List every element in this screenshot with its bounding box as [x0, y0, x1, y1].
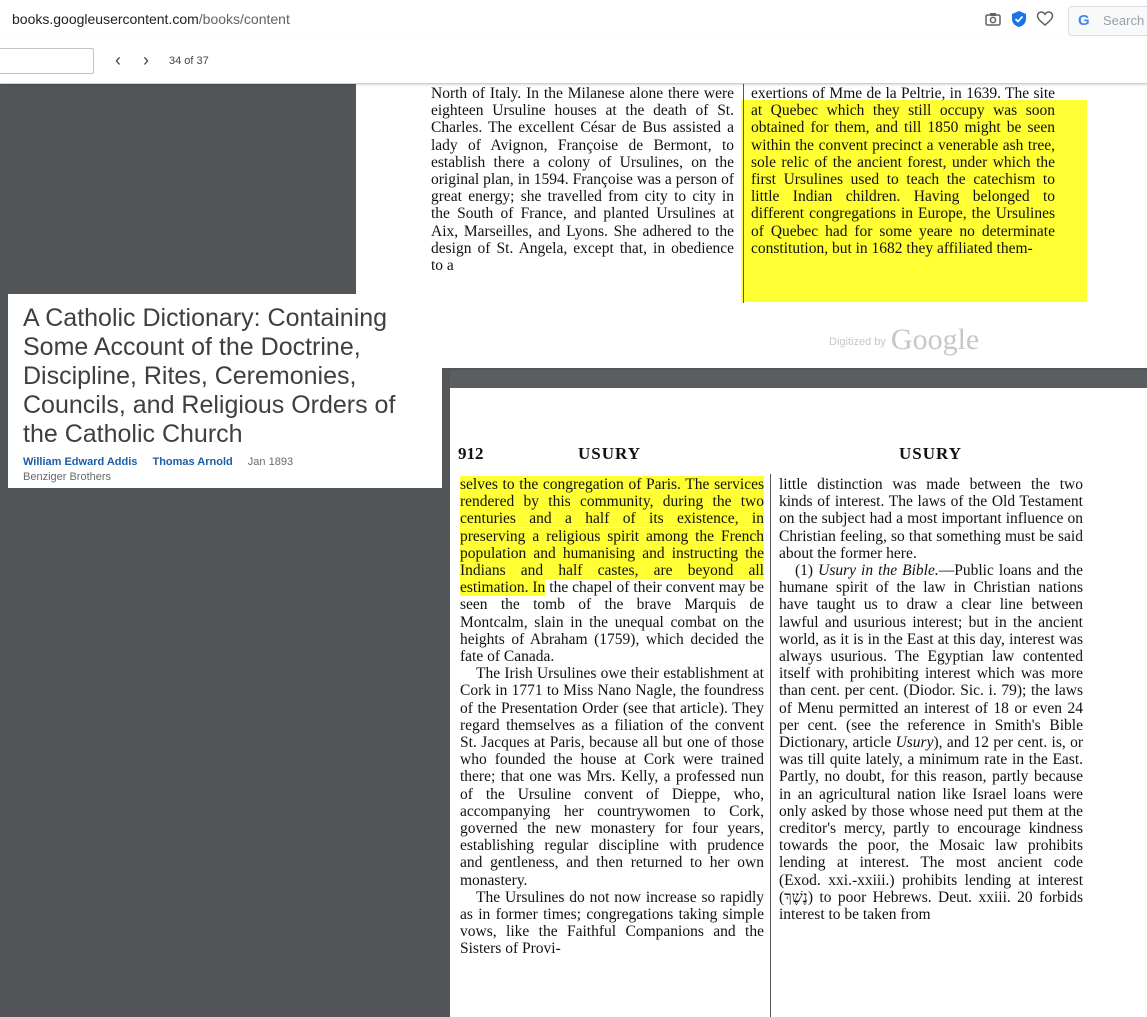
page2-left-paragraph-3: The Ursulines do not now increase so rapidly as in former times; congregations taking simple vows, like the Faithful Companions and the Sisters of Provi- [460, 888, 764, 958]
column-rule [743, 83, 744, 303]
book-title: A Catholic Dictionary: Containing Some Account of the Doctrine, Discipline, Rites, Ceremonies, Councils, and Religious Orders of the Catholic Church [23, 304, 396, 448]
heart-icon[interactable] [1036, 10, 1054, 28]
publication-date: Jan 1893 [247, 456, 294, 468]
page-input[interactable] [0, 48, 94, 74]
page2-left-highlighted: selves to the congregation of Paris. The services rendered by this community, during the two centuries and a half of its existence, in preserving a religious spirit among the French population and humanising and instructing the Indians and half castes, are beyond all estimation. In [460, 476, 764, 597]
search-box[interactable] [1068, 6, 1147, 36]
author-link[interactable]: Thomas Arnold [152, 456, 233, 468]
page1-right-column [751, 85, 1055, 257]
search-placeholder: Search [1103, 13, 1145, 28]
section-number: (1) [795, 562, 814, 580]
author-link[interactable]: William Edward Addis [23, 456, 138, 468]
page2-left-paragraph-2: The Irish Ursulines owe their establishment at Cork in 1771 to Miss Nano Nagle, the foundress of the Presentation Order (see that article). They regard themselves as a filiation of the convent St. Jacques at Paris, because all but one of those who founded the house at Cork were trained there; that one was Mrs. Kelly, a professed nun of the Ursuline convent of Dieppe, who, accompanying her countrywomen to Cork, governed the new monastery for four years, establishing regular discipline with prudence and gentleness, and then returned to her own monastery. [460, 665, 764, 889]
book-page-bottom [450, 388, 1147, 1017]
section-text-end: ), and 12 per cent. is, or was till quite lately, a minimum rate in the East. Partly, no doubt, for this reason, partly because in an agricultural nation like Israel loans were only asked by those whose need put them at the creditor's mercy, partly to encourage kindness towards the poor, the Mosaic law prohibits lending at interest. The most ancient code (Exod. xxi.-xxiii.) prohibits lending at interest (נֶשֶׁךְ) to poor Hebrews. Deut. xxiii. 20 forbids interest to be taken from [779, 734, 1084, 924]
digitized-by-google-watermark [829, 323, 979, 357]
page2-right-paragraph-2 [779, 562, 1083, 923]
prev-page-button[interactable]: ‹ [115, 50, 121, 70]
page1-right-top: exertions of Mme de la Peltrie, in 1639. [751, 85, 1001, 102]
address-bar[interactable] [12, 11, 290, 27]
page1-right-highlighted: The site at Quebec which they still occupy was soon obtained for them, and till 1850 might be seen within the convent precinct a venerable ash tree, sole relic of the ancient forest, under which the first Ursulines used to teach the catechism to little Indian children. Having belonged to different congregations in Europe, the Ursulines of Quebec had for some yeare no determinate constitution, but in 1682 they affiliated them- [751, 85, 1055, 257]
section-italic-ref: Usury [895, 734, 934, 752]
page2-right-column [779, 476, 1083, 923]
digitized-by-label: Digitized by [829, 336, 886, 348]
url-host: books.googleusercontent.com [12, 11, 199, 27]
section-text: —Public loans and the humane spirit of the law in Christian nations have taught us to draw a clear line between lawful and usurious interest; but in the ancient world, as it is in the East at this day, interest was always usurious. The Egyptian law contented itself with prohibiting interest which was more than cent. per cent. (Diodor. Sic. i. 79); the laws of Menu permitted an interest of 18 or even 24 per cent. (see the reference in Smith's Bible Dictionary, article [779, 562, 1083, 752]
google-logo: Google [890, 323, 980, 356]
book-page-top [356, 83, 1147, 368]
page2-right-paragraph-1: little distinction was made between the two kinds of interest. The laws of the Old Testament on the subject had a most important influence on Christian feeling, so that something must be said about the former here. [779, 476, 1083, 562]
running-head-left: USURY [578, 444, 641, 463]
url-path: /books/content [198, 11, 290, 27]
page-count: 34 of 37 [169, 55, 209, 67]
page-separator [450, 370, 1147, 388]
camera-icon[interactable] [984, 10, 1002, 28]
page1-left-column: North of Italy. In the Milanese alone there were eighteen Ursuline houses at the death of St. Charles. The excellent César de Bus assisted a lady of Avignon, Françoise de Bermont, to establish there a colony of Ursulines, on the original plan, in 1594. Françoise was a person of great energy; she travelled from city to city in the South of France, and planted Ursulines at Aix, Marseilles, and Lyons. She adhered to the design of St. Angela, except that, in obedience to a [431, 85, 734, 275]
running-head-right: USURY [899, 444, 962, 463]
google-g-icon: G [1078, 12, 1090, 29]
browser-top-bar [0, 0, 1147, 38]
section-heading: Usury in the Bible. [818, 562, 939, 580]
pdf-toolbar [0, 38, 1147, 84]
book-info-card [8, 294, 442, 488]
publisher: Benziger Brothers [23, 471, 112, 483]
page2-left-rest: the chapel of their convent may be seen the tomb of the brave Marquis de Montcalm, slain in the unequal combat on the heights of Abraham (1759), which decided the fate of Canada. [460, 579, 764, 666]
shield-check-icon[interactable] [1010, 10, 1028, 28]
page-number: 912 [458, 444, 484, 463]
page2-left-column [460, 476, 764, 958]
column-rule [770, 474, 771, 1017]
next-page-button[interactable]: › [143, 50, 149, 70]
book-authors [23, 456, 305, 468]
